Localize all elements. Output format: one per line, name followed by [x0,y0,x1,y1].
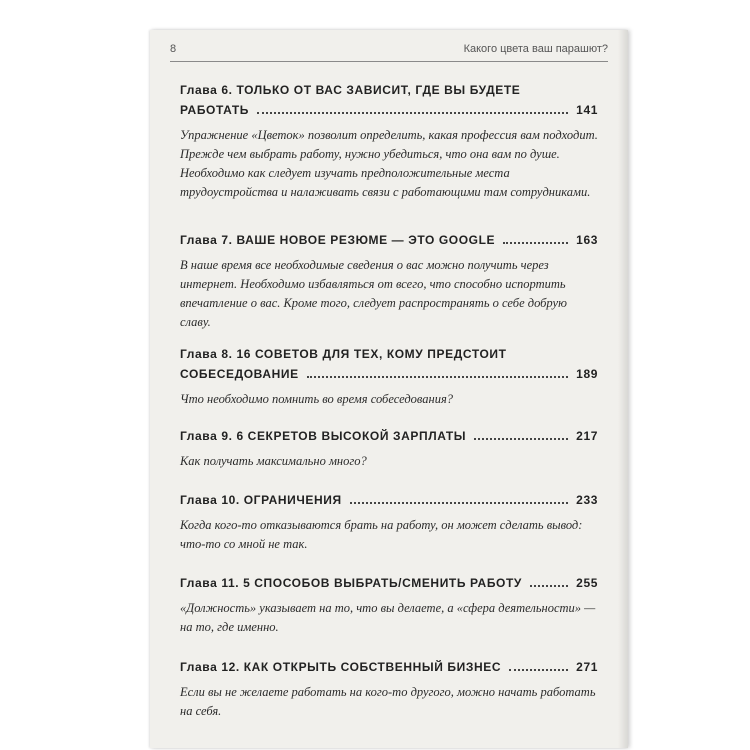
toc-entry-chapter-12 [180,657,598,721]
toc-entry-chapter-8 [180,344,598,409]
chapter-title-leader [180,490,598,510]
dot-leader [509,659,568,671]
chapter-page-number: 217 [576,429,598,443]
chapter-description: Упражнение «Цветок» позволит определить, какая профессия вам подходит. Прежде чем выбрать работу, нужно убедиться, что она вам по душе. Необходимо как следует изучать предположительные места трудоустройства и налаживать связи с работающими там сотрудниками. [180,128,598,199]
chapter-title-cont: СОБЕСЕДОВАНИЕ [180,367,299,381]
book-page [150,30,628,748]
chapter-page-number: 141 [576,103,598,117]
chapter-page-number: 163 [576,233,598,247]
chapter-title: Глава 7. ВАШЕ НОВОЕ РЕЗЮМЕ — ЭТО GOOGLE [180,233,496,247]
toc-entry-chapter-11 [180,573,598,637]
chapter-page-number: 233 [576,493,598,507]
dot-leader [257,102,568,114]
chapter-title-leader [180,657,598,677]
chapter-page-number: 255 [576,576,598,590]
chapter-title: Глава 9. 6 СЕКРЕТОВ ВЫСОКОЙ ЗАРПЛАТЫ [180,429,467,443]
chapter-title-cont: РАБОТАТЬ [180,103,249,117]
chapter-title-leader [180,573,598,593]
toc-entry-chapter-10 [180,490,598,554]
chapter-title: Глава 8. 16 СОВЕТОВ ДЛЯ ТЕХ, КОМУ ПРЕДСТОИТ [180,347,507,361]
chapter-description: Когда кого-то отказываются брать на работу, он может сделать вывод: что-то со мной не так. [180,518,583,551]
chapter-description: «Должность» указывает на то, что вы делаете, а «сфера деятельности» — на то, где именно. [180,601,596,634]
page-header [170,43,608,59]
dot-leader [350,492,568,504]
chapter-description: В наше время все необходимые сведения о вас можно получить через интернет. Необходимо избавляться от всего, что способно испортить впечатление о вас. Кроме того, следует распространять о себе добрую славу. [180,258,567,329]
chapter-description: Что необходимо помнить во время собеседования? [180,392,454,406]
toc-entry-chapter-7 [180,230,598,332]
dot-leader [503,232,568,244]
page-number: 8 [170,43,177,55]
chapter-title: Глава 12. КАК ОТКРЫТЬ СОБСТВЕННЫЙ БИЗНЕС [180,660,502,674]
chapter-title: Глава 10. ОГРАНИЧЕНИЯ [180,493,342,507]
running-title: Какого цвета ваш парашют? [463,43,608,55]
chapter-title-leader [180,364,598,384]
header-rule [170,61,608,62]
chapter-description: Как получать максимально много? [180,454,367,468]
chapter-title-leader [180,230,598,250]
toc-entry-chapter-9 [180,426,598,471]
chapter-page-number: 271 [576,660,598,674]
toc-entry-chapter-6 [180,80,598,202]
chapter-page-number: 189 [576,367,598,381]
dot-leader [474,428,568,440]
chapter-title-leader [180,100,598,120]
chapter-title-leader [180,426,598,446]
dot-leader [307,366,568,378]
chapter-title: Глава 6. ТОЛЬКО ОТ ВАС ЗАВИСИТ, ГДЕ ВЫ БУДЕТЕ [180,83,521,97]
chapter-description: Если вы не желаете работать на кого-то другого, можно начать работать на себя. [180,685,596,718]
chapter-title: Глава 11. 5 СПОСОБОВ ВЫБРАТЬ/СМЕНИТЬ РАБОТУ [180,576,522,590]
dot-leader [530,575,568,587]
